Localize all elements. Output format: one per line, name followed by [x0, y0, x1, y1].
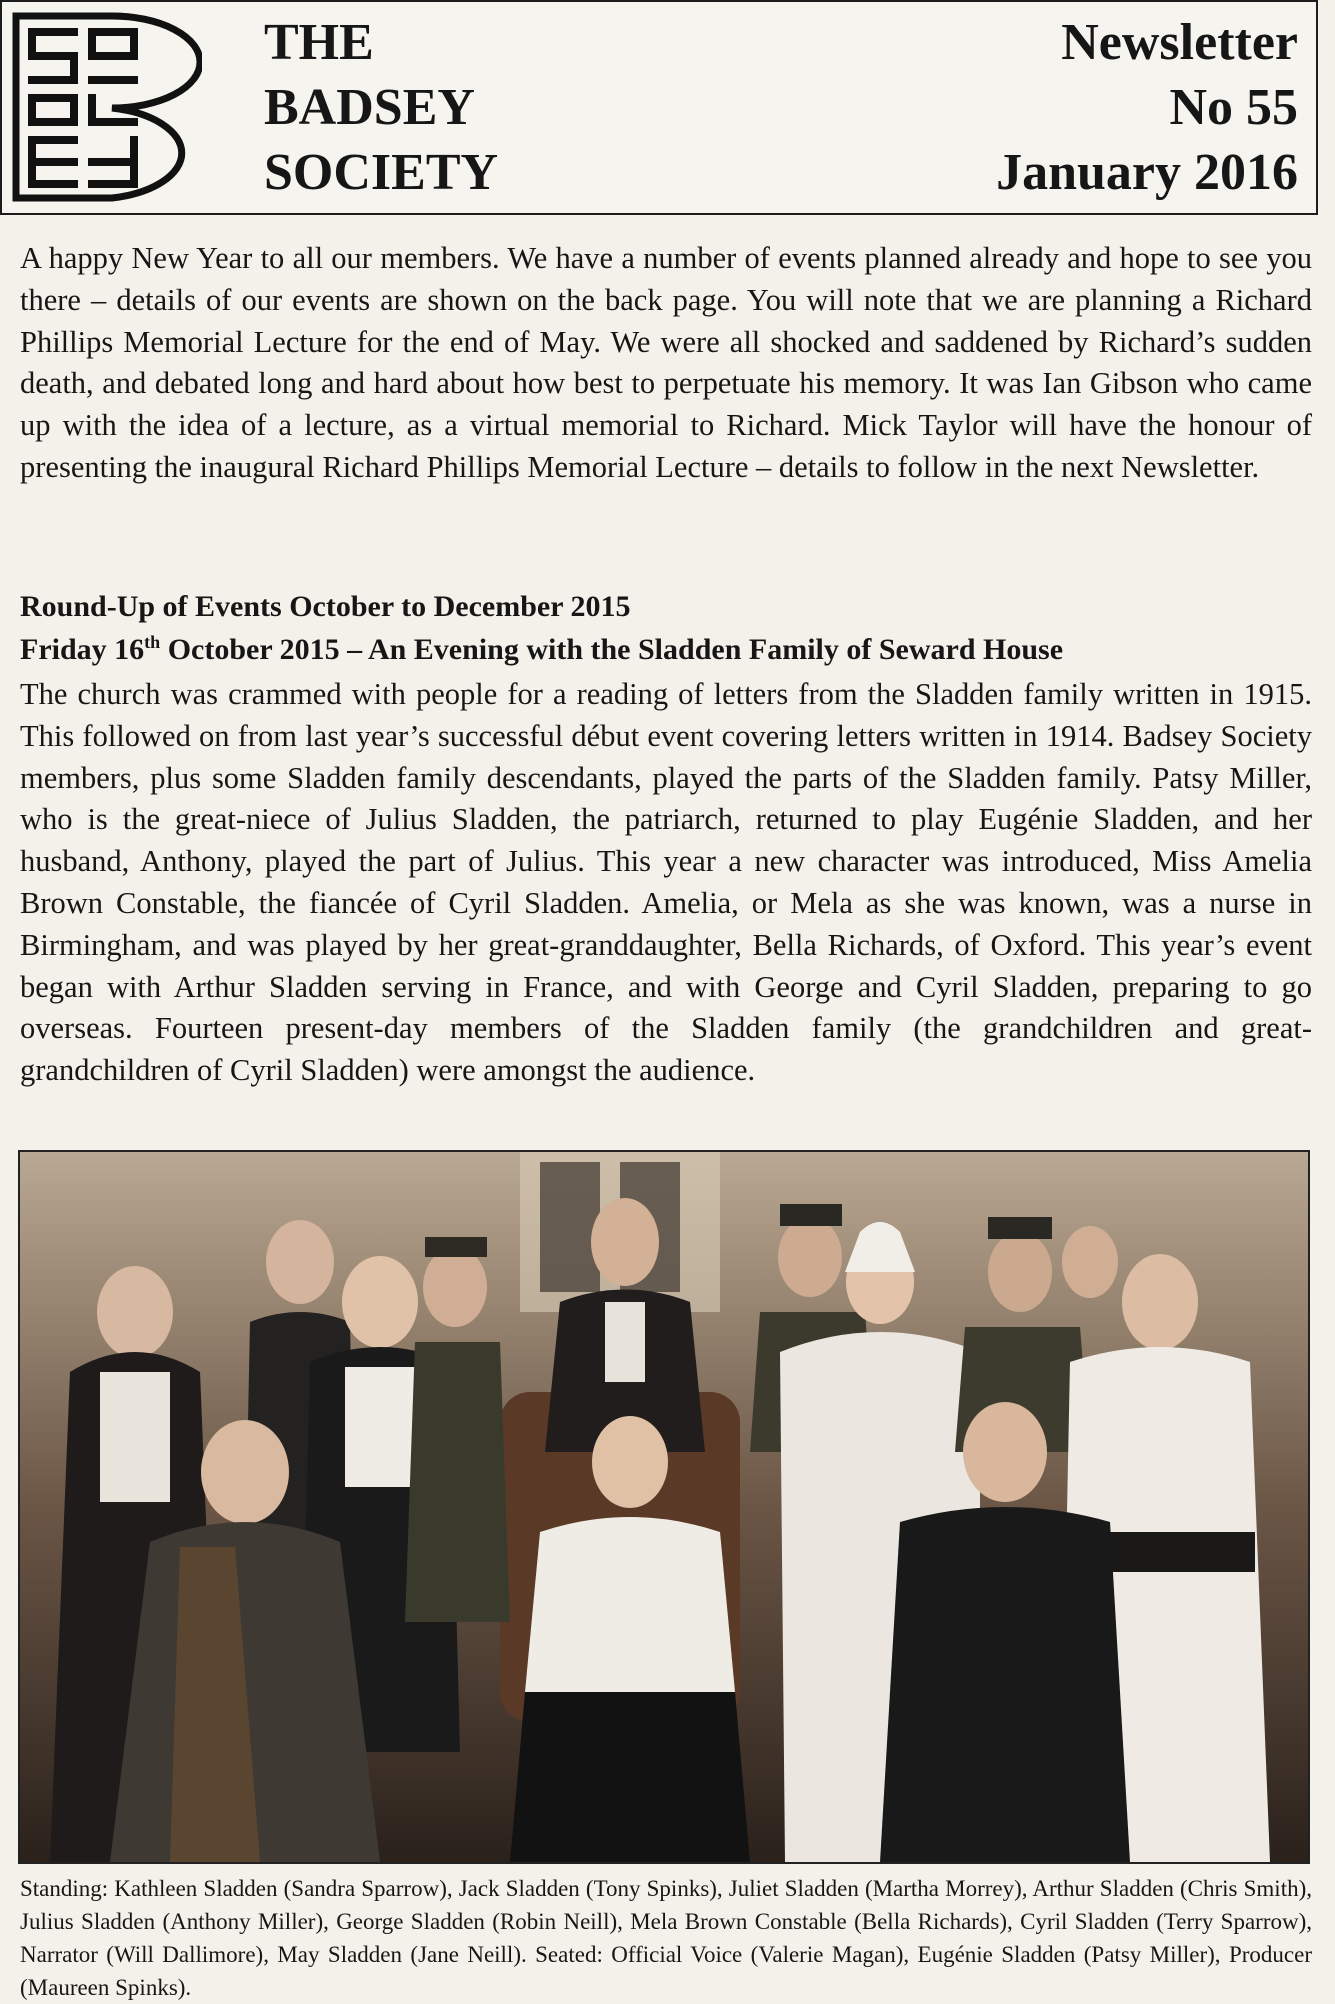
cast-photo-illustration — [20, 1152, 1308, 1862]
society-name-line3: SOCIETY — [264, 144, 499, 201]
cast-photo — [18, 1150, 1310, 1864]
badsey-logo — [12, 12, 202, 202]
society-name-line1: THE — [264, 14, 374, 71]
roundup-heading: Round-Up of Events October to December 2015 — [20, 590, 631, 623]
society-name — [264, 10, 498, 205]
event-day: Friday 16 — [20, 633, 145, 666]
issue-date: January 2016 — [996, 144, 1298, 201]
issue-number: No 55 — [1169, 79, 1298, 136]
intro-paragraph: A happy New Year to all our members. We have a number of events planned already and hope to see you there – details of our events are shown on the back page. You will note that we are planning a Richard Phillips Memorial Lecture for the end of May. We were all shocked and saddened by Richard’s sudden death, and debated long and hard about how best to perpetuate his memory. It was Ian Gibson who came up with the idea of a lecture, as a virtual memorial to Richard. Mick Taylor will have the honour of presenting the inaugural Richard Phillips Memorial Lecture – details to follow in the next Newsletter. — [20, 241, 1312, 484]
masthead — [0, 0, 1318, 215]
event-title: October 2015 – An Evening with the Sladden Family of Seward House — [160, 633, 1064, 666]
newsletter-label: Newsletter — [1061, 14, 1298, 71]
issue-info — [996, 10, 1298, 205]
photo-caption: Standing: Kathleen Sladden (Sandra Sparrow), Jack Sladden (Tony Spinks), Juliet Sladden (Martha Morrey), Arthur Sladden (Chris Smith), Julius Sladden (Anthony Miller), George Sladden (Robin Neill), Mela Brown Constable (Bella Richards), Cyril Sladden (Terry Sparrow), Narrator (Will Dallimore), May Sladden (Jane Neill). Seated: Official Voice (Valerie Magan), Eugénie Sladden (Patsy Miller), Producer (Maureen Spinks). — [20, 1876, 1312, 2000]
event-body-paragraph: The church was crammed with people for a reading of letters from the Sladden family written in 1915. This followed on from last year’s successful début event covering letters written in 1914. Badsey Society members, plus some Sladden family descendants, played the parts of the Sladden family. Patsy Miller, who is the great-niece of Julius Sladden, the patriarch, returned to play Eugénie Sladden, and her husband, Anthony, played the part of Julius. This year a new character was introduced, Miss Amelia Brown Constable, the fiancée of Cyril Sladden. Amelia, or Mela as she was known, was a nurse in Birmingham, and was played by her great-granddaughter, Bella Richards, of Oxford. This year’s event began with Arthur Sladden serving in France, and with George and Cyril Sladden, preparing to go overseas. Fourteen present-day members of the Sladden family (the grandchildren and great-grandchildren of Cyril Sladden) were amongst the audience. — [20, 677, 1312, 1088]
event-heading — [20, 632, 1063, 667]
event-ordinal: th — [144, 632, 161, 652]
society-name-line2: BADSEY — [264, 79, 475, 136]
